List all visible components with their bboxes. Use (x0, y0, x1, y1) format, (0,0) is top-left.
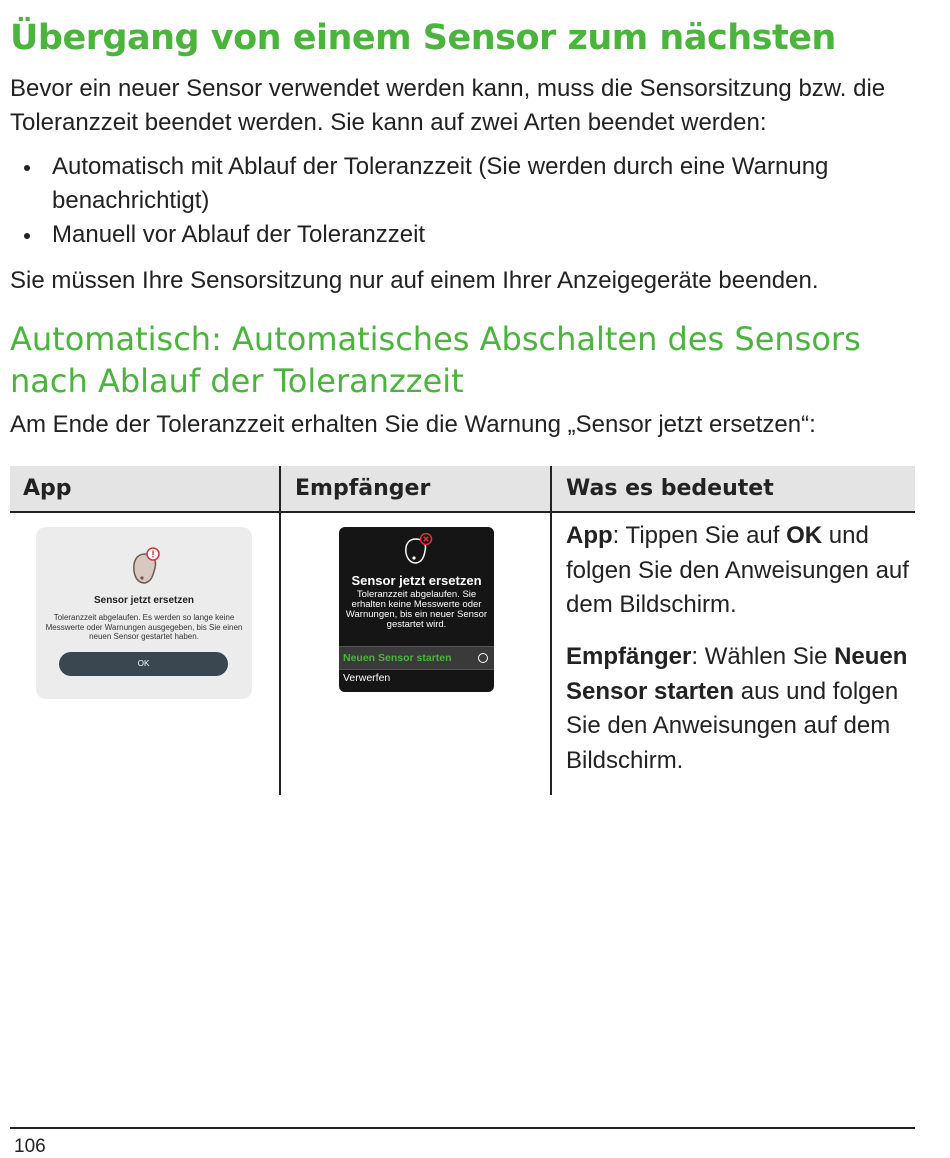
column-header-meaning: Was es bedeutet (566, 476, 774, 501)
meaning-text: und folgen Sie den Anweisungen auf dem Bildschirm. (566, 522, 909, 618)
bullet-text: Manuell vor Ablauf der Toleranzzeit (52, 221, 426, 248)
page-title: Übergang von einem Sensor zum nächsten (10, 18, 836, 58)
section-subtitle: Automatisch: Automatisches Abschalten des Sensors nach Ablauf der Toleranzzeit (10, 320, 861, 400)
radio-icon (478, 653, 488, 663)
receiver-alert-screenshot (339, 527, 494, 692)
meaning-action: Neuen Sensor starten (566, 643, 908, 705)
footer-divider (10, 1127, 915, 1129)
bullet-dot (24, 233, 30, 239)
meaning-receiver (566, 640, 911, 778)
note-paragraph: Sie müssen Ihre Sensorsitzung nur auf einem Ihrer Anzeigegeräte beenden. (10, 267, 819, 294)
ok-button[interactable]: OK (59, 652, 228, 676)
sensor-alert-icon (400, 533, 436, 569)
meaning-text: : Wählen Sie (691, 643, 835, 670)
intro-paragraph: Bevor ein neuer Sensor verwendet werden kann, muss die Sensorsitzung bzw. die Toleranzzeit beendet werden. Sie kann auf zwei Arten beendet werden: (10, 75, 886, 136)
sensor-alert-icon (127, 547, 165, 591)
meaning-app (566, 519, 911, 623)
option-label: Neuen Sensor starten (343, 652, 452, 664)
bullet-text: Automatisch mit Ablauf der Toleranzzeit (Sie werden durch eine Warnung benachrichtigt) (52, 153, 829, 214)
column-header-app: App (23, 476, 72, 501)
bullet-dot (24, 165, 30, 171)
receiver-alert-title: Sensor jetzt ersetzen (351, 573, 482, 588)
lead-paragraph: Am Ende der Toleranzzeit erhalten Sie die Warnung „Sensor jetzt ersetzen“: (10, 411, 816, 438)
table-header (10, 466, 915, 513)
start-new-sensor-option[interactable] (339, 646, 494, 670)
column-divider (279, 466, 281, 795)
page-number: 106 (14, 1136, 46, 1157)
app-alert-screenshot (36, 527, 252, 699)
app-alert-body: Toleranzzeit abgelaufen. Es werden so lange keine Messwerte oder Warnungen ausgegeben, bis Sie einen neuen Sensor gestartet haben. (45, 613, 243, 641)
column-header-receiver: Empfänger (295, 476, 431, 501)
discard-option[interactable]: Verwerfen (343, 672, 391, 684)
meaning-text: : Tippen Sie auf (612, 522, 787, 549)
app-alert-title: Sensor jetzt ersetzen (93, 595, 195, 606)
bullet-list (10, 150, 870, 252)
meaning-app-label: App (566, 522, 613, 549)
meaning-text: aus und folgen Sie den Anweisungen auf dem Bildschirm. (566, 677, 899, 774)
receiver-alert-body: Toleranzzeit abgelaufen. Sie erhalten keine Messwerte oder Warnungen, bis ein neuer Sensor gestartet wird. (345, 589, 488, 630)
meaning-ok: OK (786, 522, 823, 549)
list-item (10, 218, 870, 252)
list-item (10, 150, 870, 218)
column-divider (550, 466, 552, 795)
meaning-receiver-label: Empfänger (566, 643, 692, 670)
